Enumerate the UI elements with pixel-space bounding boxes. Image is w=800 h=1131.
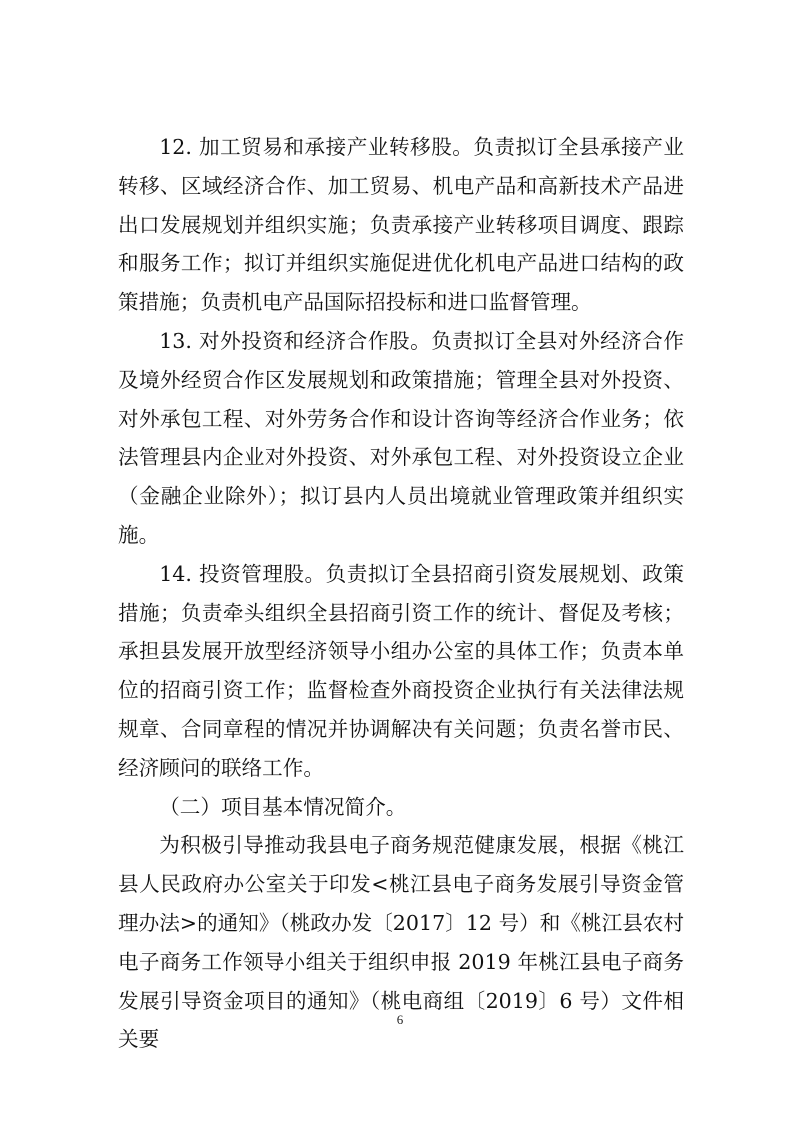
paragraph-section-13: 13. 对外投资和经济合作股。负责拟订全县对外经济合作及境外经贸合作区发展规划和政策措施；管理全县对外投资、对外承包工程、对外劳务合作和设计咨询等经济合作业务；依法管理县内企业对外投资、对外承包工程、对外投资设立企业（金融企业除外）；拟订县内人员出境就业管理政策并组织实施。 xyxy=(118,328,684,547)
body-text xyxy=(118,128,684,1059)
page-number: 6 xyxy=(396,1012,404,1027)
paragraph-project-background: 为积极引导推动我县电子商务规范健康发展，根据《桃江县人民政府办公室关于印发<桃江县电子商务发展引导资金管理办法>的通知》（桃政办发〔2017〕12 号）和《桃江县农村电子商务工作领导小组关于组织申报 2019 年桃江县电子商务发展引导资金项目的通知》（桃电商组〔2019〕6 号）文件相关要 xyxy=(118,833,684,1052)
paragraph-section-12: 12. 加工贸易和承接产业转移股。负责拟订全县承接产业转移、区域经济合作、加工贸易、机电产品和高新技术产品进出口发展规划并组织实施；负责承接产业转移项目调度、跟踪和服务工作；拟订并组织实施促进优化机电产品进口结构的政策措施；负责机电产品国际招投标和进口监督管理。 xyxy=(118,135,684,315)
paragraph-section-14: 14. 投资管理股。负责拟订全县招商引资发展规划、政策措施；负责牵头组织全县招商引资工作的统计、督促及考核；承担县发展开放型经济领导小组办公室的具体工作；负责本单位的招商引资工作；监督检查外商投资企业执行有关法律法规规章、合同章程的情况并协调解决有关问题；负责名誉市民、经济顾问的联络工作。 xyxy=(118,561,684,780)
section-heading-project-overview: （二）项目基本情况简介。 xyxy=(159,794,407,819)
